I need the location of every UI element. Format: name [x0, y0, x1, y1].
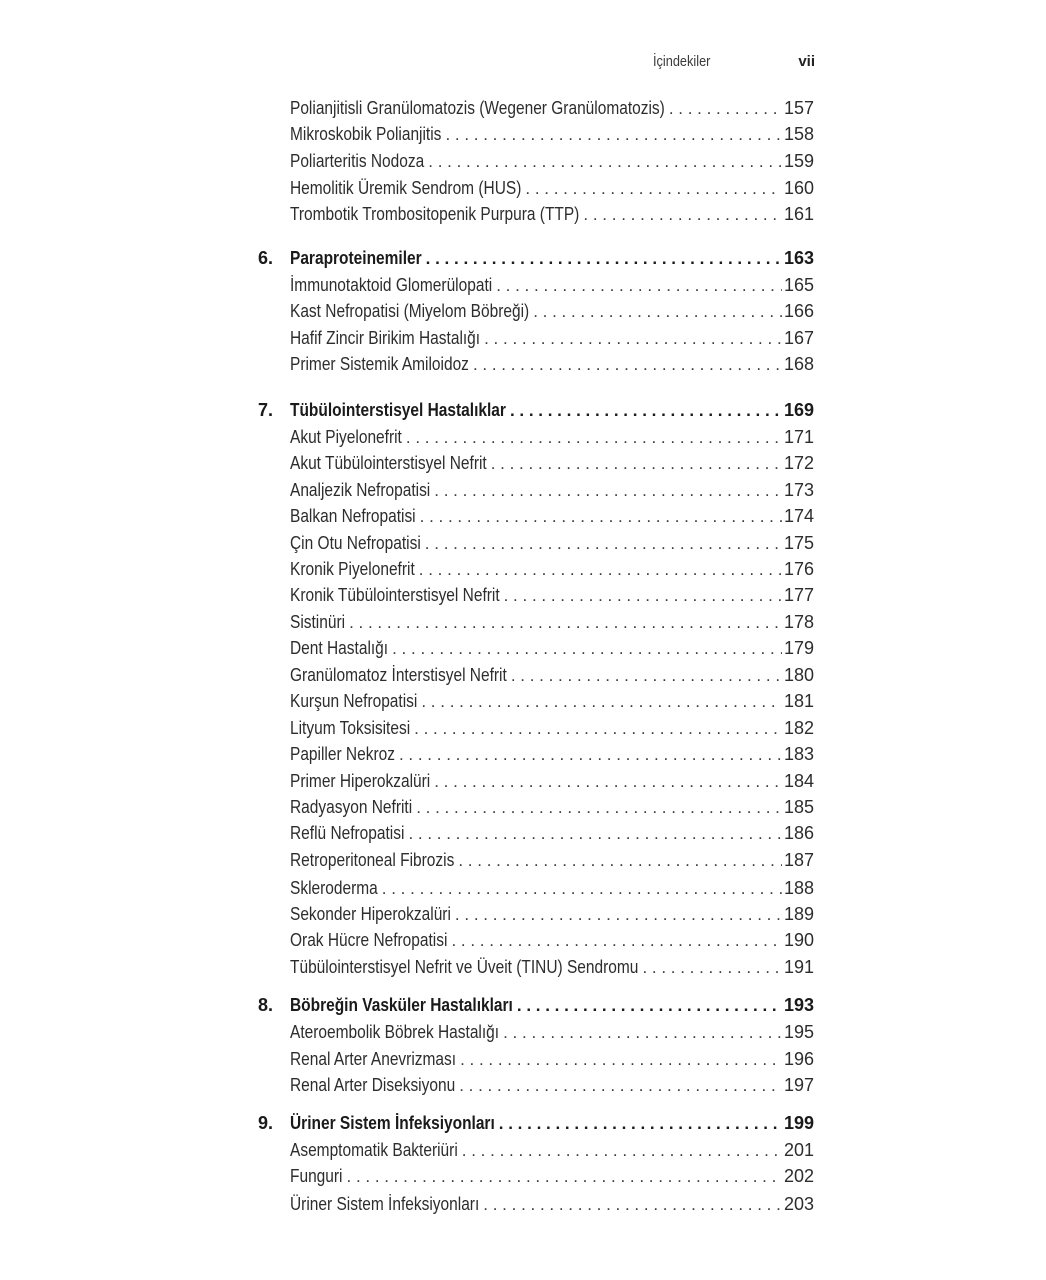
toc-page-number: 173 [783, 480, 814, 500]
toc-page-number: 169 [783, 400, 814, 420]
toc-entry-title: Ateroembolik Böbrek Hastalığı [290, 1022, 500, 1042]
toc-entry-title: Poliarteritis Nodoza [290, 151, 425, 171]
toc-entry-title: Üriner Sistem İnfeksiyonları [290, 1194, 480, 1214]
toc-entry-row[interactable] [290, 424, 814, 450]
toc-page-number: 160 [783, 178, 814, 198]
dot-leader [479, 1192, 782, 1217]
toc-entry-row[interactable] [290, 1137, 814, 1163]
toc-page-number: 165 [783, 275, 814, 295]
dot-leader [513, 993, 782, 1018]
toc-entry-title: Funguri [290, 1166, 343, 1186]
toc-entry-row[interactable] [290, 901, 814, 927]
toc-entry-title: Akut Tübülointerstisyel Nefrit [290, 453, 487, 473]
dot-leader [451, 902, 782, 927]
toc-entry-title: Granülomatoz İnterstisyel Nefrit [290, 665, 507, 685]
toc-entry-row[interactable] [290, 1072, 814, 1098]
toc-entry-title: Balkan Nefropatisi [290, 506, 416, 526]
toc-entry-title: Primer Hiperokzalüri [290, 771, 431, 791]
toc-entry-title: Trombotik Trombositopenik Purpura (TTP) [290, 204, 580, 224]
dot-leader [579, 202, 782, 227]
toc-page-number: 163 [783, 248, 814, 268]
toc-page-number: 193 [783, 995, 814, 1015]
dot-leader [487, 451, 782, 476]
toc-entry-title: Kronik Tübülointerstisyel Nefrit [290, 585, 500, 605]
toc-chapter-row[interactable] [290, 245, 814, 271]
toc-page-number: 158 [783, 124, 814, 144]
toc-entry-row[interactable] [290, 1019, 814, 1045]
toc-chapter-row[interactable] [290, 1110, 814, 1136]
toc-page-number: 181 [783, 691, 814, 711]
dot-leader [416, 504, 782, 529]
toc-page-number: 195 [783, 1022, 814, 1042]
dot-leader [404, 821, 782, 846]
toc-entry-row[interactable] [290, 768, 814, 794]
toc-entry-row[interactable] [290, 450, 814, 476]
toc-page-number: 184 [783, 771, 814, 791]
toc-entry-row[interactable] [290, 688, 814, 714]
toc-entry-title: Polianjitisli Granülomatozis (Wegener Granülomatozis) [290, 98, 665, 118]
dot-leader [458, 1138, 782, 1163]
toc-page-number: 180 [783, 665, 814, 685]
toc-entry-row[interactable] [290, 875, 814, 901]
toc-page-number: 201 [783, 1140, 814, 1160]
toc-page-number: 189 [783, 904, 814, 924]
toc-entry-title: Sistinüri [290, 612, 346, 632]
dot-leader [415, 557, 782, 582]
toc-entry-title: Üriner Sistem İnfeksiyonları [290, 1113, 495, 1133]
dot-leader [521, 176, 782, 201]
toc-page-number: 179 [783, 638, 814, 658]
toc-entry-row[interactable] [290, 477, 814, 503]
toc-page-number: 185 [783, 797, 814, 817]
toc-entry-title: Kronik Piyelonefrit [290, 559, 415, 579]
toc-entry-title: Orak Hücre Nefropatisi [290, 930, 448, 950]
dot-leader [455, 1073, 782, 1098]
running-header-section: İçindekiler [653, 53, 711, 70]
toc-entry-row[interactable] [290, 175, 814, 201]
chapter-number: 9. [258, 1113, 274, 1133]
toc-page-number: 186 [783, 823, 814, 843]
toc-page-number: 182 [783, 718, 814, 738]
toc-page-number: 176 [783, 559, 814, 579]
toc-entry-title: Kurşun Nefropatisi [290, 691, 418, 711]
toc-entry-row[interactable] [290, 794, 814, 820]
toc-entry-row[interactable] [290, 927, 814, 953]
toc-entry-row[interactable] [290, 325, 814, 351]
toc-entry-title: Papiller Nekroz [290, 744, 395, 764]
toc-entry-row[interactable] [290, 635, 814, 661]
toc-page-number: 174 [783, 506, 814, 526]
dot-leader [506, 398, 782, 423]
toc-entry-title: Tübülointerstisyel Hastalıklar [290, 400, 506, 420]
toc-page-number: 166 [783, 301, 814, 321]
dot-leader [529, 299, 782, 324]
dot-leader [395, 742, 782, 767]
dot-leader [421, 531, 782, 556]
toc-entry-title: Hafif Zincir Birikim Hastalığı [290, 328, 481, 348]
page-number: vii [798, 53, 815, 70]
toc-entry-row[interactable] [290, 715, 814, 741]
dot-leader [388, 636, 782, 661]
toc-entry-row[interactable] [290, 503, 814, 529]
toc-page-number: 197 [783, 1075, 814, 1095]
toc-page-number: 157 [783, 98, 814, 118]
toc-chapter-row[interactable] [290, 992, 814, 1018]
toc-entry-row[interactable] [290, 741, 814, 767]
toc-entry-title: Böbreğin Vasküler Hastalıkları [290, 995, 513, 1015]
toc-entry-row[interactable] [290, 201, 814, 227]
toc-entry-title: Analjezik Nefropatisi [290, 480, 431, 500]
toc-entry-title: Dent Hastalığı [290, 638, 389, 658]
toc-entry-row[interactable] [290, 662, 814, 688]
toc-entry-title: Tübülointerstisyel Nefrit ve Üveit (TINU) Sendromu [290, 957, 639, 977]
toc-page-number: 190 [783, 930, 814, 950]
toc-entry-title: Skleroderma [290, 878, 378, 898]
dot-leader [499, 1020, 782, 1045]
chapter-number: 7. [258, 400, 274, 420]
toc-entry-row[interactable] [290, 609, 814, 635]
dot-leader [378, 876, 782, 901]
toc-entry-row[interactable] [290, 1163, 814, 1189]
dot-leader [447, 928, 782, 953]
toc-page-number: 167 [783, 328, 814, 348]
dot-leader [343, 1164, 782, 1189]
toc-page-number: 171 [783, 427, 814, 447]
toc-page-number: 191 [783, 957, 814, 977]
toc-entry-title: Asemptomatik Bakteriüri [290, 1140, 458, 1160]
toc-entry-title: Kast Nefropatisi (Miyelom Böbreği) [290, 301, 530, 321]
dot-leader [430, 478, 782, 503]
dot-leader [410, 716, 782, 741]
toc-chapter-row[interactable] [290, 397, 814, 423]
dot-leader [441, 122, 782, 147]
toc-entry-title: Retroperitoneal Fibrozis [290, 850, 455, 870]
toc-page-number: 188 [783, 878, 814, 898]
toc-entry-title: Radyasyon Nefriti [290, 797, 413, 817]
running-header [600, 53, 815, 77]
toc-entry-row[interactable] [290, 847, 814, 873]
toc-entry-title: Akut Piyelonefrit [290, 427, 402, 447]
toc-entry-row[interactable] [290, 95, 814, 121]
toc-entry-title: İmmunotaktoid Glomerülopati [290, 275, 493, 295]
toc-entry-title: Çin Otu Nefropatisi [290, 533, 421, 553]
toc-entry-row[interactable] [290, 298, 814, 324]
chapter-number: 8. [258, 995, 274, 1015]
dot-leader [507, 663, 782, 688]
dot-leader [417, 689, 782, 714]
chapter-number: 6. [258, 248, 274, 268]
toc-page-number: 178 [783, 612, 814, 632]
toc-page-number: 183 [783, 744, 814, 764]
dot-leader [495, 1111, 782, 1136]
toc-entry-row[interactable] [290, 954, 814, 980]
toc-entry-row[interactable] [290, 351, 814, 377]
toc-page-number: 187 [783, 850, 814, 870]
toc-page-number: 196 [783, 1049, 814, 1069]
toc-page-number: 175 [783, 533, 814, 553]
toc-page-number: 177 [783, 585, 814, 605]
toc-entry-title: Renal Arter Anevrizması [290, 1049, 457, 1069]
toc-page-number: 172 [783, 453, 814, 473]
toc-page-number: 202 [783, 1166, 814, 1186]
toc-entry-title: Lityum Toksisitesi [290, 718, 411, 738]
toc-entry-title: Paraproteinemiler [290, 248, 422, 268]
toc-page-number: 159 [783, 151, 814, 171]
dot-leader [422, 246, 782, 271]
toc-entry-title: Reflü Nefropatisi [290, 823, 405, 843]
toc-entry-title: Renal Arter Diseksiyonu [290, 1075, 456, 1095]
toc-entry-row[interactable] [290, 148, 814, 174]
dot-leader [412, 795, 782, 820]
toc-entry-row[interactable] [290, 272, 814, 298]
toc-entry-row[interactable] [290, 582, 814, 608]
dot-leader [430, 769, 782, 794]
dot-leader [402, 425, 782, 450]
dot-leader [480, 326, 782, 351]
toc-entry-title: Sekonder Hiperokzalüri [290, 904, 451, 924]
toc-entry-title: Mikroskobik Polianjitis [290, 124, 442, 144]
dot-leader [492, 273, 782, 298]
toc-entry-row[interactable] [290, 121, 814, 147]
toc-entry-row[interactable] [290, 556, 814, 582]
toc-page-number: 161 [783, 204, 814, 224]
dot-leader [456, 1047, 782, 1072]
dot-leader [665, 96, 782, 121]
toc-page-number: 168 [783, 354, 814, 374]
dot-leader [469, 352, 782, 377]
toc-entry-title: Primer Sistemik Amiloidoz [290, 354, 469, 374]
dot-leader [500, 583, 782, 608]
toc-entry-row[interactable] [290, 820, 814, 846]
toc-entry-row[interactable] [290, 530, 814, 556]
dot-leader [345, 610, 782, 635]
toc-page-number: 199 [783, 1113, 814, 1133]
toc-entry-row[interactable] [290, 1046, 814, 1072]
dot-leader [454, 848, 782, 873]
dot-leader [424, 149, 782, 174]
toc-page-number: 203 [783, 1194, 814, 1214]
toc-entry-title: Hemolitik Üremik Sendrom (HUS) [290, 178, 522, 198]
dot-leader [638, 955, 782, 980]
toc-entry-row[interactable] [290, 1191, 814, 1217]
